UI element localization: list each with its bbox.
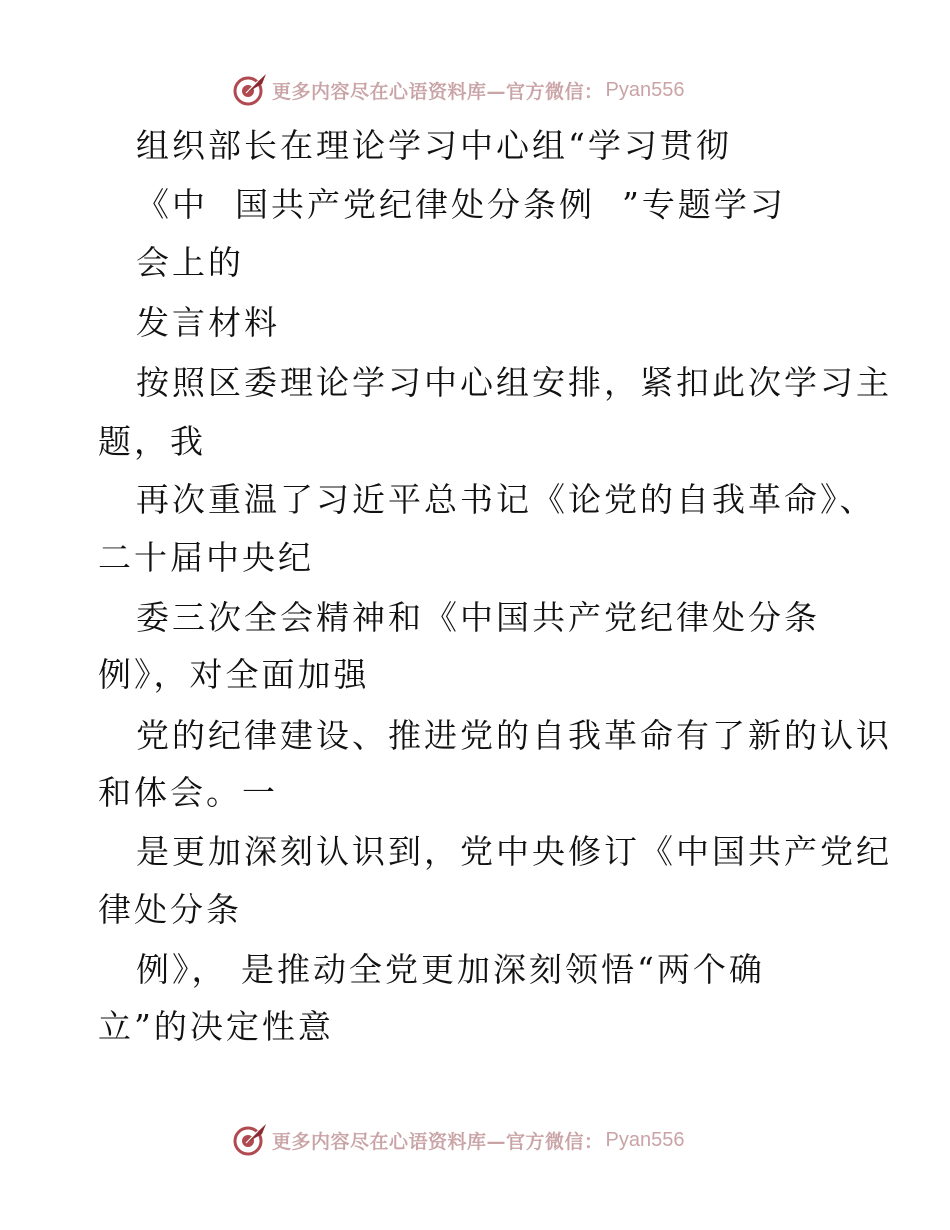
watermark-wechat-id: Pyan556 [605,1128,685,1151]
text-line: 立”的决定性意 [98,1007,334,1046]
footer-watermark [232,1120,684,1160]
watermark-wechat-id: Pyan556 [605,78,685,101]
text-line: 再次重温了习近平总书记《论党的自我革命》、 [136,480,876,519]
header-watermark [232,70,684,110]
text-line: 题，我 [98,422,206,461]
text-line: 是更加深刻认识到，党中央修订《中国共产党纪 [136,832,892,871]
text-line: 发言材料 [136,303,280,342]
text-line: 按照区委理论学习中心组安排，紧扣此次学习主 [136,363,892,402]
text-line: 会上的 [136,243,244,282]
watermark-text: 更多内容尽在心语资料库—官方微信： [272,80,604,103]
text-line: 例》，对全面加强 [98,655,370,694]
text-line: 委三次全会精神和《中国共产党纪律处分条 [136,598,820,637]
text-line: 和体会。一 [98,773,278,812]
text-line: 组织部长在理论学习中心组“学习贯彻 [136,126,732,165]
text-line: 例》， 是推动全党更加深刻领悟“两个确 [136,950,765,989]
text-line: 《中 国共产党纪律处分条例 ”专题学习 [136,185,786,224]
text-line: 二十届中央纪 [98,538,314,577]
quill-logo-icon [232,72,268,108]
text-line: 律处分条 [98,890,242,929]
text-line: 党的纪律建设、推进党的自我革命有了新的认识 [136,716,892,755]
watermark-text: 更多内容尽在心语资料库—官方微信： [272,1130,604,1153]
quill-logo-icon [232,1122,268,1158]
